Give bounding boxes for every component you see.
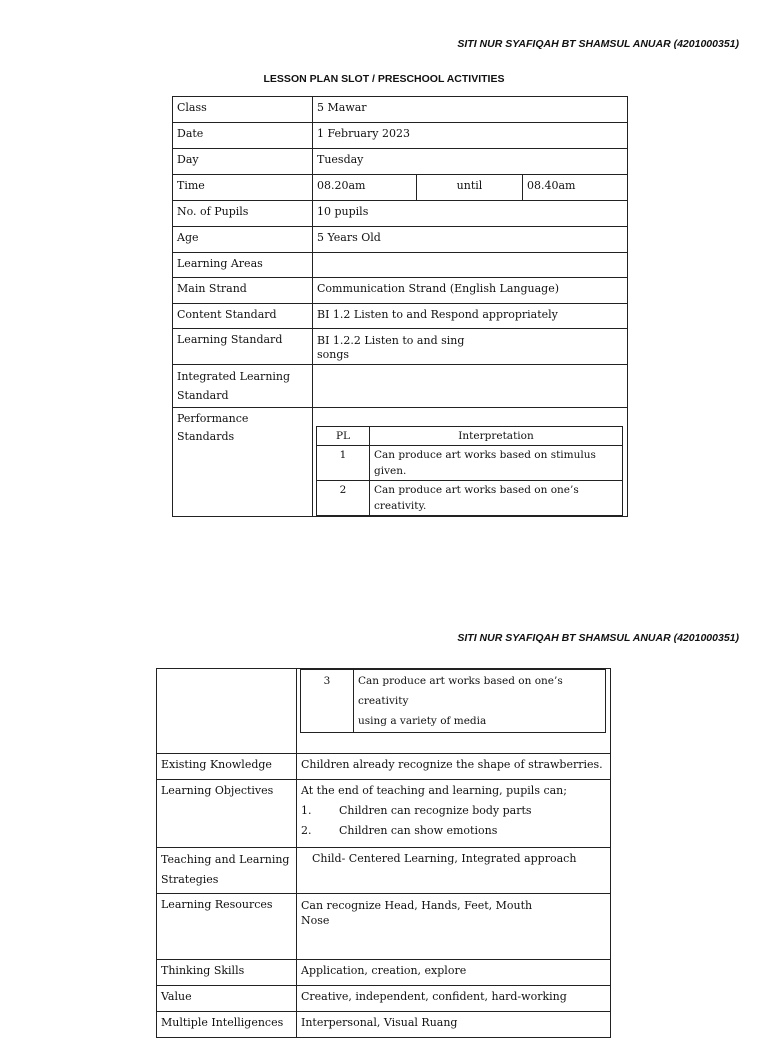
- value-existing-knowledge: Children already recognize the shape of strawberries.: [297, 754, 611, 780]
- row-existing-knowledge: [157, 754, 611, 780]
- label-pupils: No. of Pupils: [173, 201, 313, 227]
- performance-levels-table: [316, 426, 623, 516]
- value-integrated-standard: [313, 365, 628, 408]
- pl-1: 1: [317, 446, 370, 481]
- author-header: SITI NUR SYAFIQAH BT SHAMSUL ANUAR (4201000351): [457, 38, 739, 50]
- value-performance-standards: [313, 408, 628, 517]
- label-day: Day: [173, 149, 313, 175]
- row-performance-continued: [157, 669, 611, 754]
- learning-standard-line-2: songs: [317, 348, 350, 361]
- value-time-start: 08.20am: [313, 175, 417, 201]
- objective-1-text: Children can recognize body parts: [339, 804, 532, 817]
- value-strategies: Child- Centered Learning, Integrated approach: [297, 848, 611, 894]
- label-learning-areas: Learning Areas: [173, 253, 313, 278]
- objective-1-number: 1.: [301, 804, 312, 817]
- row-multiple-intelligences: [157, 1012, 611, 1038]
- pl-2: 2: [317, 481, 370, 516]
- value-class: 5 Mawar: [313, 97, 628, 123]
- objectives-intro: At the end of teaching and learning, pupils can;: [301, 784, 567, 797]
- value-value: Creative, independent, confident, hard-working: [297, 986, 611, 1012]
- row-value: [157, 986, 611, 1012]
- performance-levels-table-continued: [300, 669, 606, 733]
- row-learning-standard: [173, 329, 628, 365]
- row-main-strand: [173, 278, 628, 304]
- performance-row-2: [317, 481, 623, 516]
- interp-3-line-1: Can produce art works based on one’s creativity: [358, 675, 563, 707]
- value-performance-continued: [297, 669, 611, 754]
- label-learning-standard: Learning Standard: [173, 329, 313, 365]
- lesson-plan-table-1: [172, 96, 628, 517]
- label-learning-resources: Learning Resources: [157, 894, 297, 960]
- row-strategies: [157, 848, 611, 894]
- value-thinking-skills: Application, creation, explore: [297, 960, 611, 986]
- interp-3: [354, 670, 606, 733]
- label-multiple-intelligences: Multiple Intelligences: [157, 1012, 297, 1038]
- objective-1: [301, 800, 606, 822]
- value-learning-objectives: [297, 780, 611, 848]
- resources-line-1: Can recognize Head, Hands, Feet, Mouth: [301, 899, 533, 912]
- label-date: Date: [173, 123, 313, 149]
- row-thinking-skills: [157, 960, 611, 986]
- label-integrated-standard: Integrated Learning Standard: [173, 365, 313, 408]
- value-age: 5 Years Old: [313, 227, 628, 253]
- interp-1: Can produce art works based on stimulus given.: [370, 446, 623, 481]
- label-performance-continued: [157, 669, 297, 754]
- row-age: [173, 227, 628, 253]
- row-day: [173, 149, 628, 175]
- label-main-strand: Main Strand: [173, 278, 313, 304]
- row-learning-areas: [173, 253, 628, 278]
- row-time: [173, 175, 628, 201]
- value-time-end: 08.40am: [523, 175, 628, 201]
- resources-line-2: Nose: [301, 914, 330, 927]
- value-multiple-intelligences: Interpersonal, Visual Ruang: [297, 1012, 611, 1038]
- row-content-standard: [173, 304, 628, 329]
- header-interpretation: Interpretation: [370, 427, 623, 446]
- row-date: [173, 123, 628, 149]
- header-pl: PL: [317, 427, 370, 446]
- label-thinking-skills: Thinking Skills: [157, 960, 297, 986]
- label-existing-knowledge: Existing Knowledge: [157, 754, 297, 780]
- lesson-plan-table-2: [156, 668, 611, 1038]
- label-content-standard: Content Standard: [173, 304, 313, 329]
- objective-2-text: Children can show emotions: [339, 824, 498, 837]
- document-title: LESSON PLAN SLOT / PRESCHOOL ACTIVITIES: [263, 73, 505, 85]
- performance-row-3: [301, 670, 606, 733]
- value-time-until: until: [417, 175, 523, 201]
- value-day: Tuesday: [313, 149, 628, 175]
- value-pupils: 10 pupils: [313, 201, 628, 227]
- value-learning-resources: [297, 894, 611, 960]
- pl-3: 3: [301, 670, 354, 733]
- objective-2: [301, 822, 606, 840]
- label-time: Time: [173, 175, 313, 201]
- value-learning-standard: [313, 329, 628, 365]
- value-learning-areas: [313, 253, 628, 278]
- learning-standard-line-1: BI 1.2.2 Listen to and sing: [317, 334, 465, 347]
- row-performance-standards: [173, 408, 628, 517]
- interp-3-line-2: using a variety of media: [358, 715, 487, 727]
- objective-2-number: 2.: [301, 824, 312, 837]
- label-age: Age: [173, 227, 313, 253]
- author-header-page-2: SITI NUR SYAFIQAH BT SHAMSUL ANUAR (4201000351): [457, 632, 739, 644]
- row-learning-resources: [157, 894, 611, 960]
- label-learning-objectives: Learning Objectives: [157, 780, 297, 848]
- value-date: 1 February 2023: [313, 123, 628, 149]
- label-class: Class: [173, 97, 313, 123]
- row-pupils: [173, 201, 628, 227]
- row-class: [173, 97, 628, 123]
- value-content-standard: BI 1.2 Listen to and Respond appropriately: [313, 304, 628, 329]
- row-learning-objectives: [157, 780, 611, 848]
- label-performance-standards: Performance Standards: [173, 408, 313, 517]
- value-main-strand: Communication Strand (English Language): [313, 278, 628, 304]
- performance-header-row: [317, 427, 623, 446]
- performance-row-1: [317, 446, 623, 481]
- label-strategies: Teaching and Learning Strategies: [157, 848, 297, 894]
- interp-2: Can produce art works based on one’s creativity.: [370, 481, 623, 516]
- row-integrated-standard: [173, 365, 628, 408]
- label-value: Value: [157, 986, 297, 1012]
